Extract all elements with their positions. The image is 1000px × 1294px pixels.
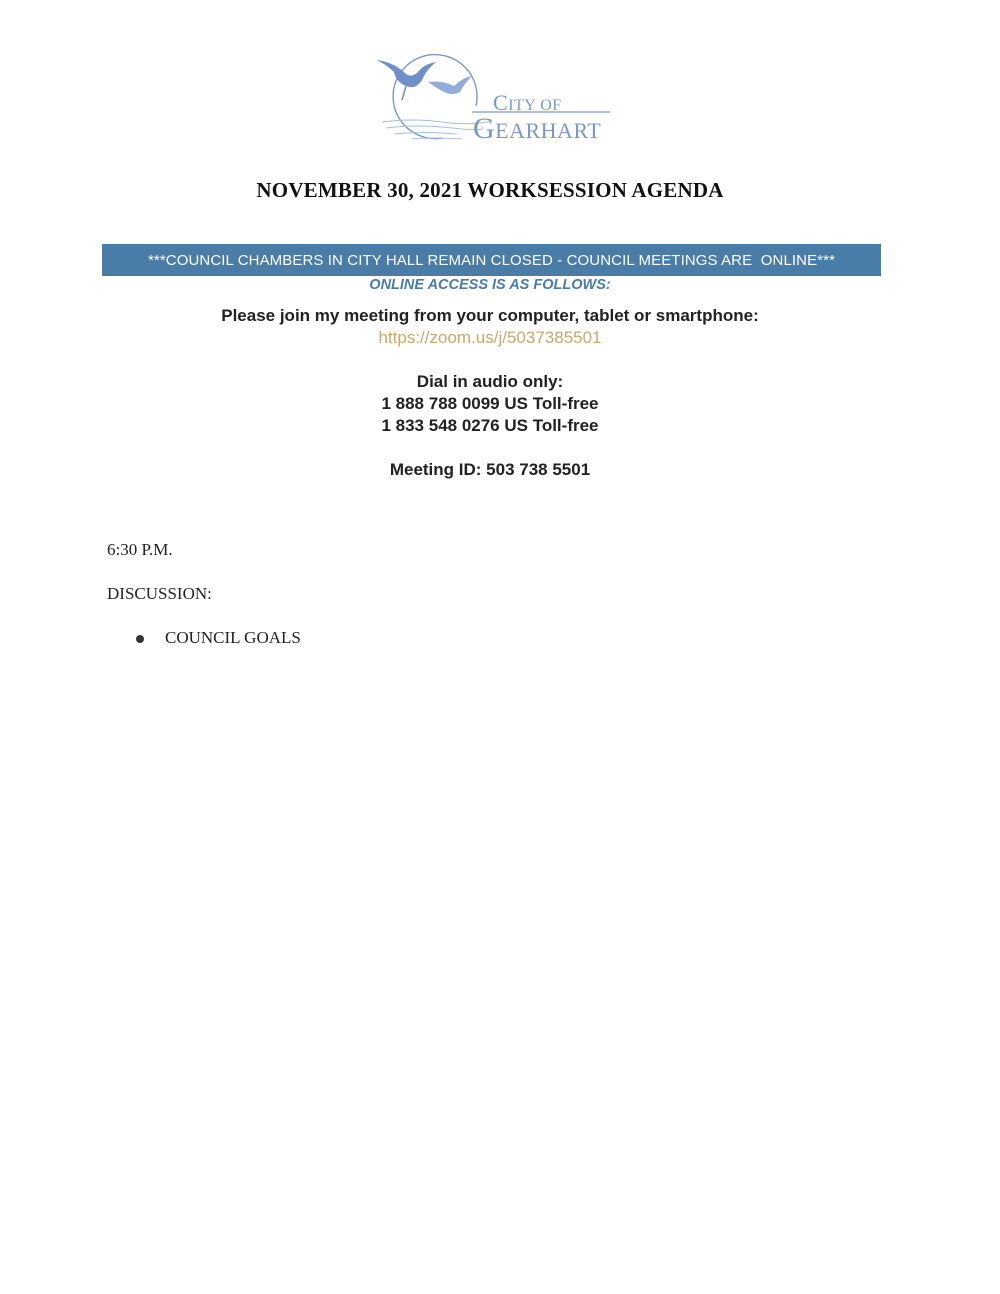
meeting-time: 6:30 P.M. bbox=[107, 540, 173, 559]
logo-city-text: CITY OF bbox=[493, 90, 562, 115]
bullet-icon bbox=[136, 635, 144, 643]
zoom-meeting-link[interactable]: https://zoom.us/j/5037385501 bbox=[378, 328, 602, 347]
meeting-id: Meeting ID: 503 738 5501 bbox=[389, 460, 591, 479]
logo-gearhart-text: GEARHART bbox=[473, 112, 602, 145]
closure-banner: ***COUNCIL CHAMBERS IN CITY HALL REMAIN CLOSED - COUNCIL MEETINGS ARE ONLINE*** bbox=[102, 244, 881, 276]
agenda-title: NOVEMBER 30, 2021 WORKSESSION AGENDA bbox=[256, 178, 724, 202]
discussion-label: DISCUSSION: bbox=[107, 584, 212, 603]
dial-in-number: 1 888 788 0099 US Toll-free bbox=[381, 394, 599, 413]
online-access-heading: ONLINE ACCESS IS AS FOLLOWS: bbox=[369, 277, 611, 293]
join-instructions: Please join my meeting from your computer, tablet or smartphone: bbox=[221, 306, 759, 325]
dial-in-heading: Dial in audio only: bbox=[416, 372, 564, 391]
dial-in-number: 1 833 548 0276 US Toll-free bbox=[381, 416, 599, 435]
agenda-item-label: COUNCIL GOALS bbox=[165, 628, 301, 647]
agenda-item bbox=[136, 628, 301, 648]
city-logo bbox=[372, 52, 617, 152]
